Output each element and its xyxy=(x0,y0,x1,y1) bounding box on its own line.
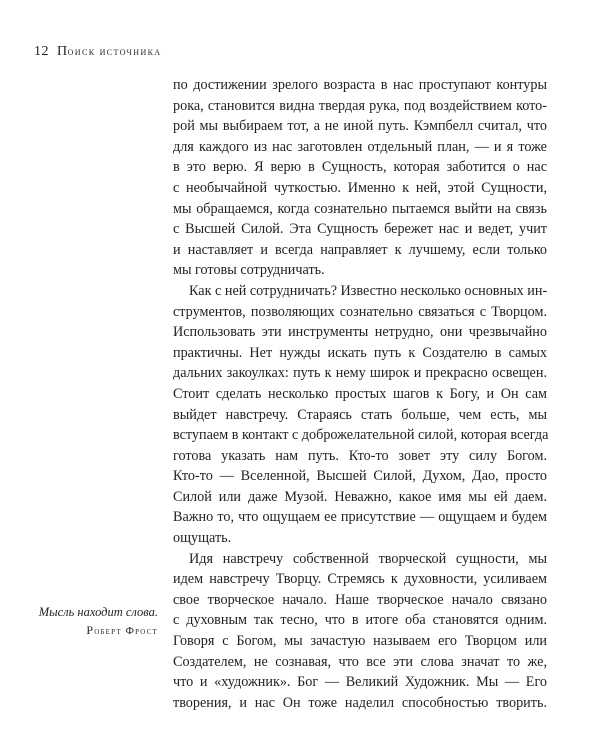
text-line: творения, и нас Он тоже наделил способностью творить. xyxy=(173,694,547,711)
text-line: рока, становится видна твердая рука, под воздействием кото- xyxy=(173,97,547,114)
text-line: Важно то, что ощущаем ее присутствие — ощущаем и будем xyxy=(173,509,547,526)
running-head xyxy=(34,44,162,60)
text-line: дальних закоулках: путь к нему широк и прекрасно освещен. xyxy=(173,365,547,382)
text-line: выйдет навстречу. Стараясь стать больше, чем есть, мы xyxy=(173,406,547,423)
text-line: мы готовы сотрудничать. xyxy=(173,262,325,279)
text-line: что и «художник». Бог — Великий Художник. Мы — Его xyxy=(173,674,547,691)
text-line: с Высшей Силой. Эта Сущность бережет нас и ведет, учит xyxy=(173,221,547,238)
body-text xyxy=(173,75,547,713)
text-line: Идя навстречу собственной творческой сущности, мы xyxy=(189,550,547,567)
text-line: с необычайной чуткостью. Именно к ней, этой Сущности, xyxy=(173,179,547,196)
text-line: с духовным так тесно, что в итоге оба становятся одним. xyxy=(173,612,547,629)
section-title: оиск источника xyxy=(67,46,162,58)
text-line: Создателем, не сознавая, что все эти слова значат то же, xyxy=(173,653,547,670)
text-line: мы обращаемся, когда сознательно пытаемся выйти на связь xyxy=(173,200,547,217)
epigraph-author xyxy=(34,621,158,641)
text-line: Силой или даже Музой. Неважно, какое имя мы ей даем. xyxy=(173,488,547,505)
text-line: Кто-то — Вселенной, Высшей Силой, Духом, Дао, просто xyxy=(173,468,547,485)
text-line: идем навстречу Творцу. Стремясь к духовности, усиливаем xyxy=(173,571,547,588)
text-line: практичны. Нет нужды искать путь к Создателю в самых xyxy=(173,344,547,361)
text-line: свое творческое начало. Наше творческое начало связано xyxy=(173,591,547,608)
text-line: Говоря с Богом, мы зачастую называем его Творцом или xyxy=(173,633,547,650)
text-line: Использовать эти инструменты нетрудно, они чрезвычайно xyxy=(173,324,547,341)
text-line: и наставляет и всегда направляет к лучшему, если только xyxy=(173,241,547,258)
text-line: струментов, позволяющих сознательно связаться с Творцом. xyxy=(173,303,547,320)
text-line: Стоит сделать несколько простых шагов к Богу, и Он сам xyxy=(173,385,547,402)
text-line: ощущать. xyxy=(173,530,232,547)
epigraph-author-initial: Р xyxy=(86,623,95,637)
text-line: рой мы выбираем тот, а не иной путь. Кэмпбелл считал, что xyxy=(173,118,547,135)
text-line: в это верю. Я верю в Сущность, которая заботится о нас xyxy=(173,159,547,176)
text-line: готова указать нам путь. Кто-то зовет эту силу Богом. xyxy=(173,447,547,464)
epigraph-author-name: оберт Фрост xyxy=(94,626,158,637)
text-line: по достижении зрелого возраста в нас проступают контуры xyxy=(173,77,547,93)
epigraph-quote: Мысль находит слова. xyxy=(38,605,158,619)
epigraph xyxy=(34,603,158,641)
section-title-initial: П xyxy=(57,44,68,59)
page-number: 12 xyxy=(34,44,49,59)
text-line: вступаем в контакт с доброжелательной силой, которая всегда xyxy=(173,427,549,444)
text-line: для каждого из нас заготовлен отдельный план, — и я тоже xyxy=(173,138,547,155)
text-line: Как с ней сотрудничать? Известно несколько основных ин- xyxy=(189,282,548,299)
